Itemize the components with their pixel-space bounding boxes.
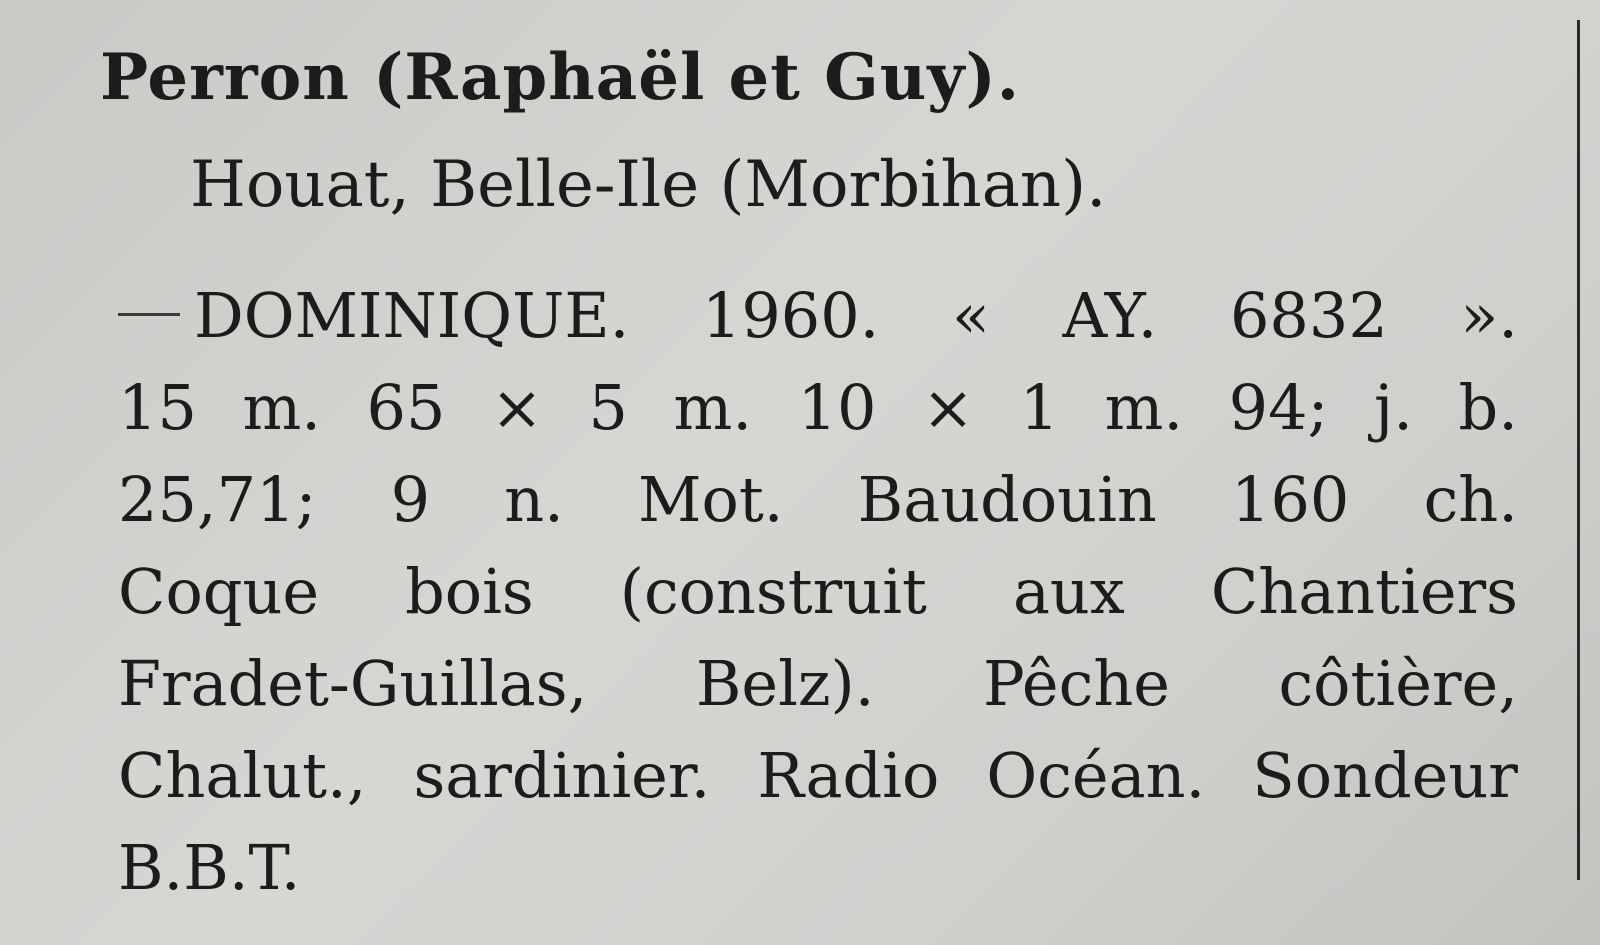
entry-word: (construit xyxy=(619,555,927,628)
entry-word: Belz). xyxy=(695,647,875,720)
entry-word: Pêche xyxy=(982,647,1170,720)
entry-word: m. xyxy=(1104,371,1184,444)
entry-line xyxy=(118,362,1518,454)
entry-word: aux xyxy=(1012,555,1125,628)
entry-word: B.B.T. xyxy=(118,831,301,904)
entry-word: 6832 xyxy=(1229,279,1388,352)
entry-word: « xyxy=(951,279,990,352)
entry-word: bois xyxy=(405,555,534,628)
entry-word: côtière, xyxy=(1278,647,1518,720)
entry-word: n. xyxy=(504,463,564,536)
entry-word: Sondeur xyxy=(1252,739,1518,812)
entry-word: m. xyxy=(673,371,753,444)
entry-word: 25,71; xyxy=(118,463,317,536)
entry-line xyxy=(118,638,1518,730)
vessel-name: DOMINIQUE. xyxy=(194,279,630,352)
entry-line xyxy=(118,546,1518,638)
entry-line xyxy=(118,730,1518,822)
entry-word: 10 xyxy=(797,371,877,444)
entry-word: m. xyxy=(242,371,321,444)
entry-word: ch. xyxy=(1423,463,1518,536)
entry-dash xyxy=(118,270,629,362)
entry-word: Océan. xyxy=(986,739,1206,812)
entry-word: 9 xyxy=(390,463,431,536)
entry-word: 15 xyxy=(118,371,197,444)
entry-word: j. xyxy=(1374,371,1413,444)
entry-word: b. xyxy=(1458,371,1518,444)
entry-line xyxy=(118,454,1518,546)
column-rule xyxy=(1577,20,1580,880)
entry-word: Chantiers xyxy=(1210,555,1518,628)
entry-word: ». xyxy=(1460,279,1518,352)
entry-word: 5 xyxy=(588,371,628,444)
entry-line xyxy=(118,270,1518,362)
entry-word: × xyxy=(491,371,543,444)
entry-word: 1 xyxy=(1019,371,1060,444)
vessel-entry xyxy=(118,270,1518,914)
entry-word: Fradet-Guillas, xyxy=(118,647,588,720)
entry-word: 1960. xyxy=(701,279,880,352)
entry-word: 65 xyxy=(366,371,446,444)
entry-word: sardinier. xyxy=(413,739,711,812)
entry-word: Chalut., xyxy=(118,739,367,812)
entry-word: × xyxy=(922,371,975,444)
entry-word: 160 xyxy=(1231,463,1350,536)
entry-word: AY. xyxy=(1062,279,1158,352)
entry-line xyxy=(118,822,1518,914)
entry-word: Radio xyxy=(757,739,940,812)
entry-word: Baudouin xyxy=(857,463,1157,536)
entry-word: Mot. xyxy=(638,463,784,536)
entry-word: 94; xyxy=(1228,371,1329,444)
owner-name: Perron (Raphaël et Guy). xyxy=(100,40,1021,115)
entry-word: Coque xyxy=(118,555,320,628)
owner-address: Houat, Belle-Ile (Morbihan). xyxy=(190,148,1107,222)
